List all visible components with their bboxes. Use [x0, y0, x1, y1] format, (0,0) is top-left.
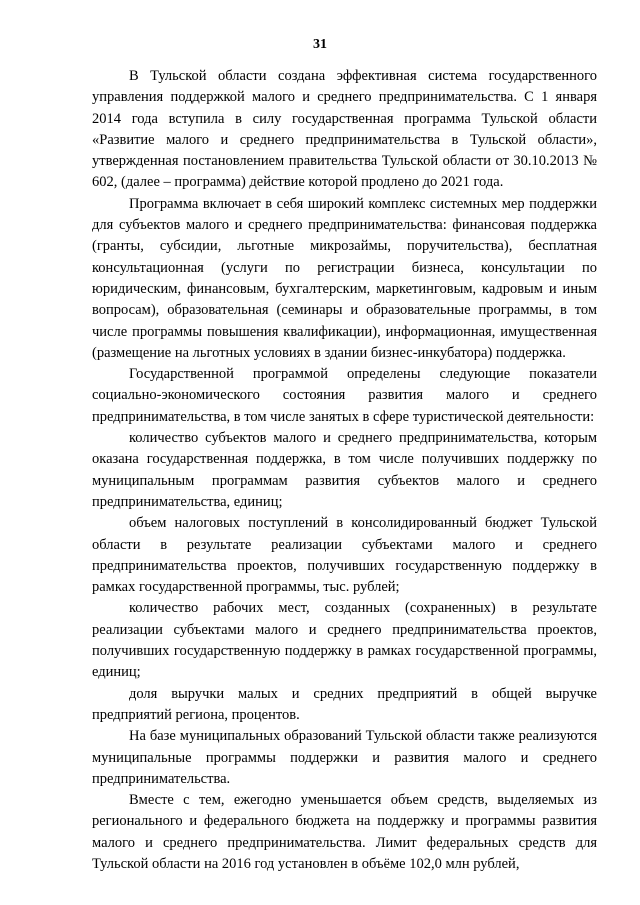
paragraph: В Тульской области создана эффективная система государственного управления поддержкой малого и среднего предпринимательства. С 1 января 2014 года вступила в силу государственная программа Тульской области «Развитие малого и среднего предпринимательства в Тульской области», утвержденная постановлением правительства Тульской области от 30.10.2013 № 602, (далее – программа) действие которой продлено до 2021 года. [92, 68, 597, 191]
list-item: доля выручки малых и средних предприятий в общей выручке предприятий региона, процентов. [92, 685, 597, 723]
paragraph: Государственной программой определены следующие показатели социально-экономического состояния развития малого и среднего предпринимательства, в том числе занятых в сфере туристической деятельности: [92, 366, 597, 425]
list-item: количество субъектов малого и среднего предпринимательства, которым оказана государственная поддержка, в том числе получивших поддержку по муниципальным программам развития субъектов малого и среднего предпринимательства, единиц; [92, 430, 597, 510]
paragraph: На базе муниципальных образований Тульской области также реализуются муниципальные программы поддержки и развития малого и среднего предпринимательства. [92, 728, 597, 787]
list-item: количество рабочих мест, созданных (сохраненных) в результате реализации субъектами малого и среднего предпринимательства проектов, получивших государственную поддержку в рамках государственной программы, единиц; [92, 600, 597, 681]
paragraph: Вместе с тем, ежегодно уменьшается объем средств, выделяемых из регионального и федерального бюджета на поддержку и программы развития малого и среднего предпринимательства. Лимит федеральных средств для Тульской области на 2016 год установлен в объёме 102,0 млн рублей, [92, 792, 597, 872]
page-number: 31 [313, 37, 327, 52]
list-item: объем налоговых поступлений в консолидированный бюджет Тульской области в результате реализации субъектами малого и среднего предпринимательства проектов, получивших государственную поддержку в рамках государственной программы, тыс. рублей; [92, 515, 597, 596]
document-body [92, 66, 597, 875]
paragraph: Программа включает в себя широкий комплекс системных мер поддержки для субъектов малого и среднего предпринимательства: финансовая поддержка (гранты, субсидии, льготные микрозаймы, поручительства), бесплатная консультационная (услуги по регистрации бизнеса, консультации по юридическим, финансовым, бухгалтерским, маркетинговым, кадровым и иным вопросам), образовательная (семинары и образовательные программы, в том числе программы повышения квалификации), информационная, имущественная (размещение на льготных условиях в здании бизнес-инкубатора) поддержка. [92, 195, 597, 361]
